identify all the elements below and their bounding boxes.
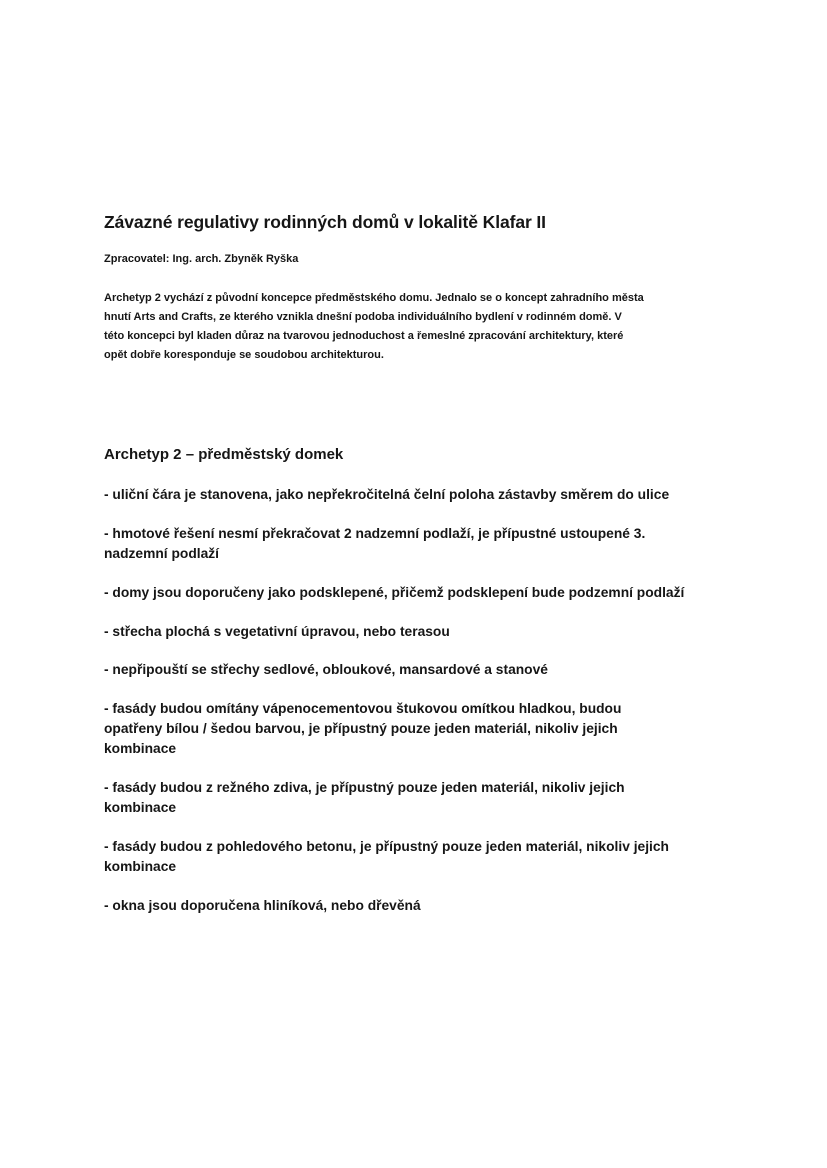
- rule-line: kombinace: [104, 800, 177, 815]
- intro-line: opět dobře koresponduje se soudobou architekturou.: [104, 349, 384, 361]
- rule-line: - okna jsou doporučena hliníková, nebo dřevěná: [104, 898, 421, 913]
- rule-line: - nepřipouští se střechy sedlové, obloukové, mansardové a stanové: [104, 662, 548, 677]
- intro-line: této koncepci byl kladen důraz na tvarovou jednoduchost a řemeslné zpracování architektury, které: [104, 330, 624, 342]
- rule-item: [104, 660, 754, 680]
- rule-line: kombinace: [104, 741, 177, 756]
- rule-item: [104, 524, 754, 564]
- rule-line: - fasády budou z pohledového betonu, je přípustný pouze jeden materiál, nikoliv jejich: [104, 839, 669, 854]
- rule-item: [104, 837, 754, 877]
- section-heading: Archetyp 2 – předměstský domek: [104, 446, 344, 463]
- rule-line: kombinace: [104, 859, 177, 874]
- rule-line: opatřeny bílou / šedou barvou, je přípustný pouze jeden materiál, nikoliv jejich: [104, 721, 618, 736]
- document-author: Zpracovatel: Ing. arch. Zbyněk Ryška: [104, 253, 299, 265]
- rule-item: [104, 583, 754, 603]
- rule-line: - hmotové řešení nesmí překračovat 2 nadzemní podlaží, je přípustné ustoupené 3.: [104, 526, 646, 541]
- document-title: Závazné regulativy rodinných domů v lokalitě Klafar II: [104, 212, 546, 232]
- intro-line: Archetyp 2 vychází z původní koncepce předměstského domu. Jednalo se o koncept zahradního města: [104, 292, 644, 304]
- intro-line: hnutí Arts and Crafts, ze kterého vznikla dnešní podoba individuálního bydlení v rodinném domě. V: [104, 311, 622, 323]
- rule-line: - fasády budou z režného zdiva, je přípustný pouze jeden materiál, nikoliv jejich: [104, 780, 625, 795]
- rule-item: [104, 622, 754, 642]
- rule-line: nadzemní podlaží: [104, 546, 219, 561]
- rule-line: - uliční čára je stanovena, jako nepřekročitelná čelní poloha zástavby směrem do ulice: [104, 487, 670, 502]
- rule-line: - domy jsou doporučeny jako podsklepené, přičemž podsklepení bude podzemní podlaží: [104, 585, 685, 600]
- intro-paragraph: [104, 289, 724, 365]
- rule-item: [104, 699, 754, 759]
- rule-item: [104, 485, 754, 505]
- rule-item: [104, 896, 754, 916]
- rule-item: [104, 778, 754, 818]
- rule-line: - střecha plochá s vegetativní úpravou, nebo terasou: [104, 624, 450, 639]
- rule-line: - fasády budou omítány vápenocementovou štukovou omítkou hladkou, budou: [104, 701, 622, 716]
